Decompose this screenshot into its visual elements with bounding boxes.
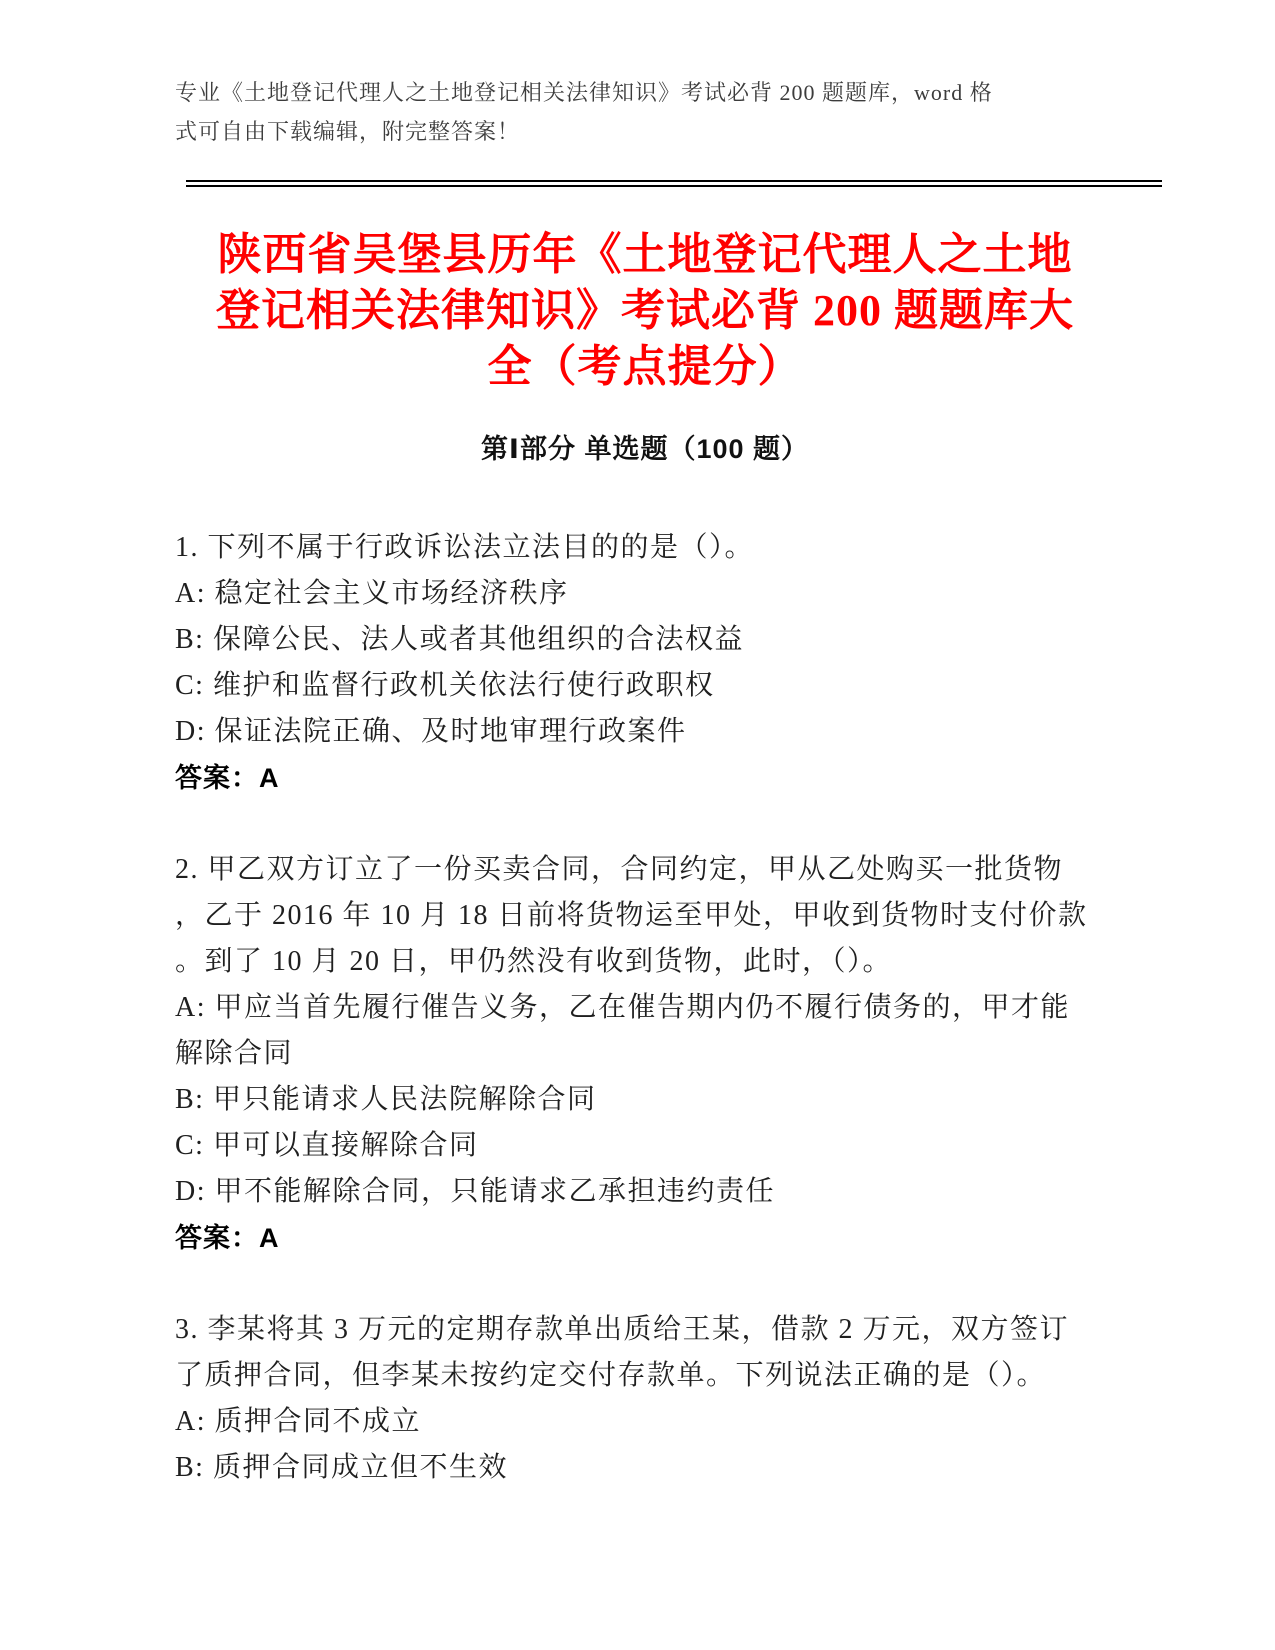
question-2-option-b: B: 甲只能请求人民法院解除合同: [175, 1084, 597, 1115]
question-list: [175, 525, 1115, 1491]
header-divider-rule: [186, 180, 1162, 187]
question-1-stem: 1. 下列不属于行政诉讼法立法目的的是（）。: [175, 532, 755, 563]
question-3-option-b: B: 质押合同成立但不生效: [175, 1452, 508, 1483]
question-2: [175, 847, 1115, 1261]
header-line-1: 专业《土地登记代理人之土地登记相关法律知识》考试必背 200 题题库，word 格: [175, 80, 993, 105]
question-1-option-b: B: 保障公民、法人或者其他组织的合法权益: [175, 624, 744, 655]
question-3-stem-line-2: 了质押合同，但李某未按约定交付存款单。下列说法正确的是（）。: [175, 1360, 1047, 1391]
question-2-stem-line-1: 2. 甲乙双方订立了一份买卖合同，合同约定，甲从乙处购买一批货物: [175, 854, 1064, 885]
question-2-option-d: D: 甲不能解除合同，只能请求乙承担违约责任: [175, 1176, 776, 1207]
title-line-2: 登记相关法律知识》考试必背 200 题题库大: [216, 286, 1074, 335]
question-3-option-a: A: 质押合同不成立: [175, 1406, 422, 1437]
question-3-stem-line-1: 3. 李某将其 3 万元的定期存款单出质给王某，借款 2 万元，双方签订: [175, 1314, 1070, 1345]
document-title: [175, 227, 1115, 395]
question-2-option-c: C: 甲可以直接解除合同: [175, 1130, 479, 1161]
section-heading: 第Ⅰ部分 单选题（100 题）: [480, 434, 810, 464]
question-1-option-d: D: 保证法院正确、及时地审理行政案件: [175, 716, 687, 747]
question-2-option-a-wrap: 解除合同: [175, 1038, 294, 1069]
question-2-stem-line-2: ，乙于 2016 年 10 月 18 日前将货物运至甲处，甲收到货物时支付价款: [175, 900, 1088, 931]
document-header: [175, 73, 1115, 151]
question-2-option-a: A: 甲应当首先履行催告义务，乙在催告期内仍不履行债务的，甲才能: [175, 992, 1071, 1023]
question-3: [175, 1307, 1115, 1491]
question-1-answer: 答案：A: [175, 763, 280, 793]
question-1: [175, 525, 1115, 801]
question-1-option-c: C: 维护和监督行政机关依法行使行政职权: [175, 670, 715, 701]
question-2-answer: 答案：A: [175, 1223, 280, 1253]
question-2-stem-line-3: 。到了 10 月 20 日，甲仍然没有收到货物，此时，（）。: [175, 946, 893, 977]
title-line-3: 全（考点提分）: [487, 342, 803, 391]
header-line-2: 式可自由下载编辑，附完整答案！: [175, 119, 521, 144]
question-1-option-a: A: 稳定社会主义市场经济秩序: [175, 578, 569, 609]
title-line-1: 陕西省吴堡县历年《土地登记代理人之土地: [217, 230, 1073, 279]
